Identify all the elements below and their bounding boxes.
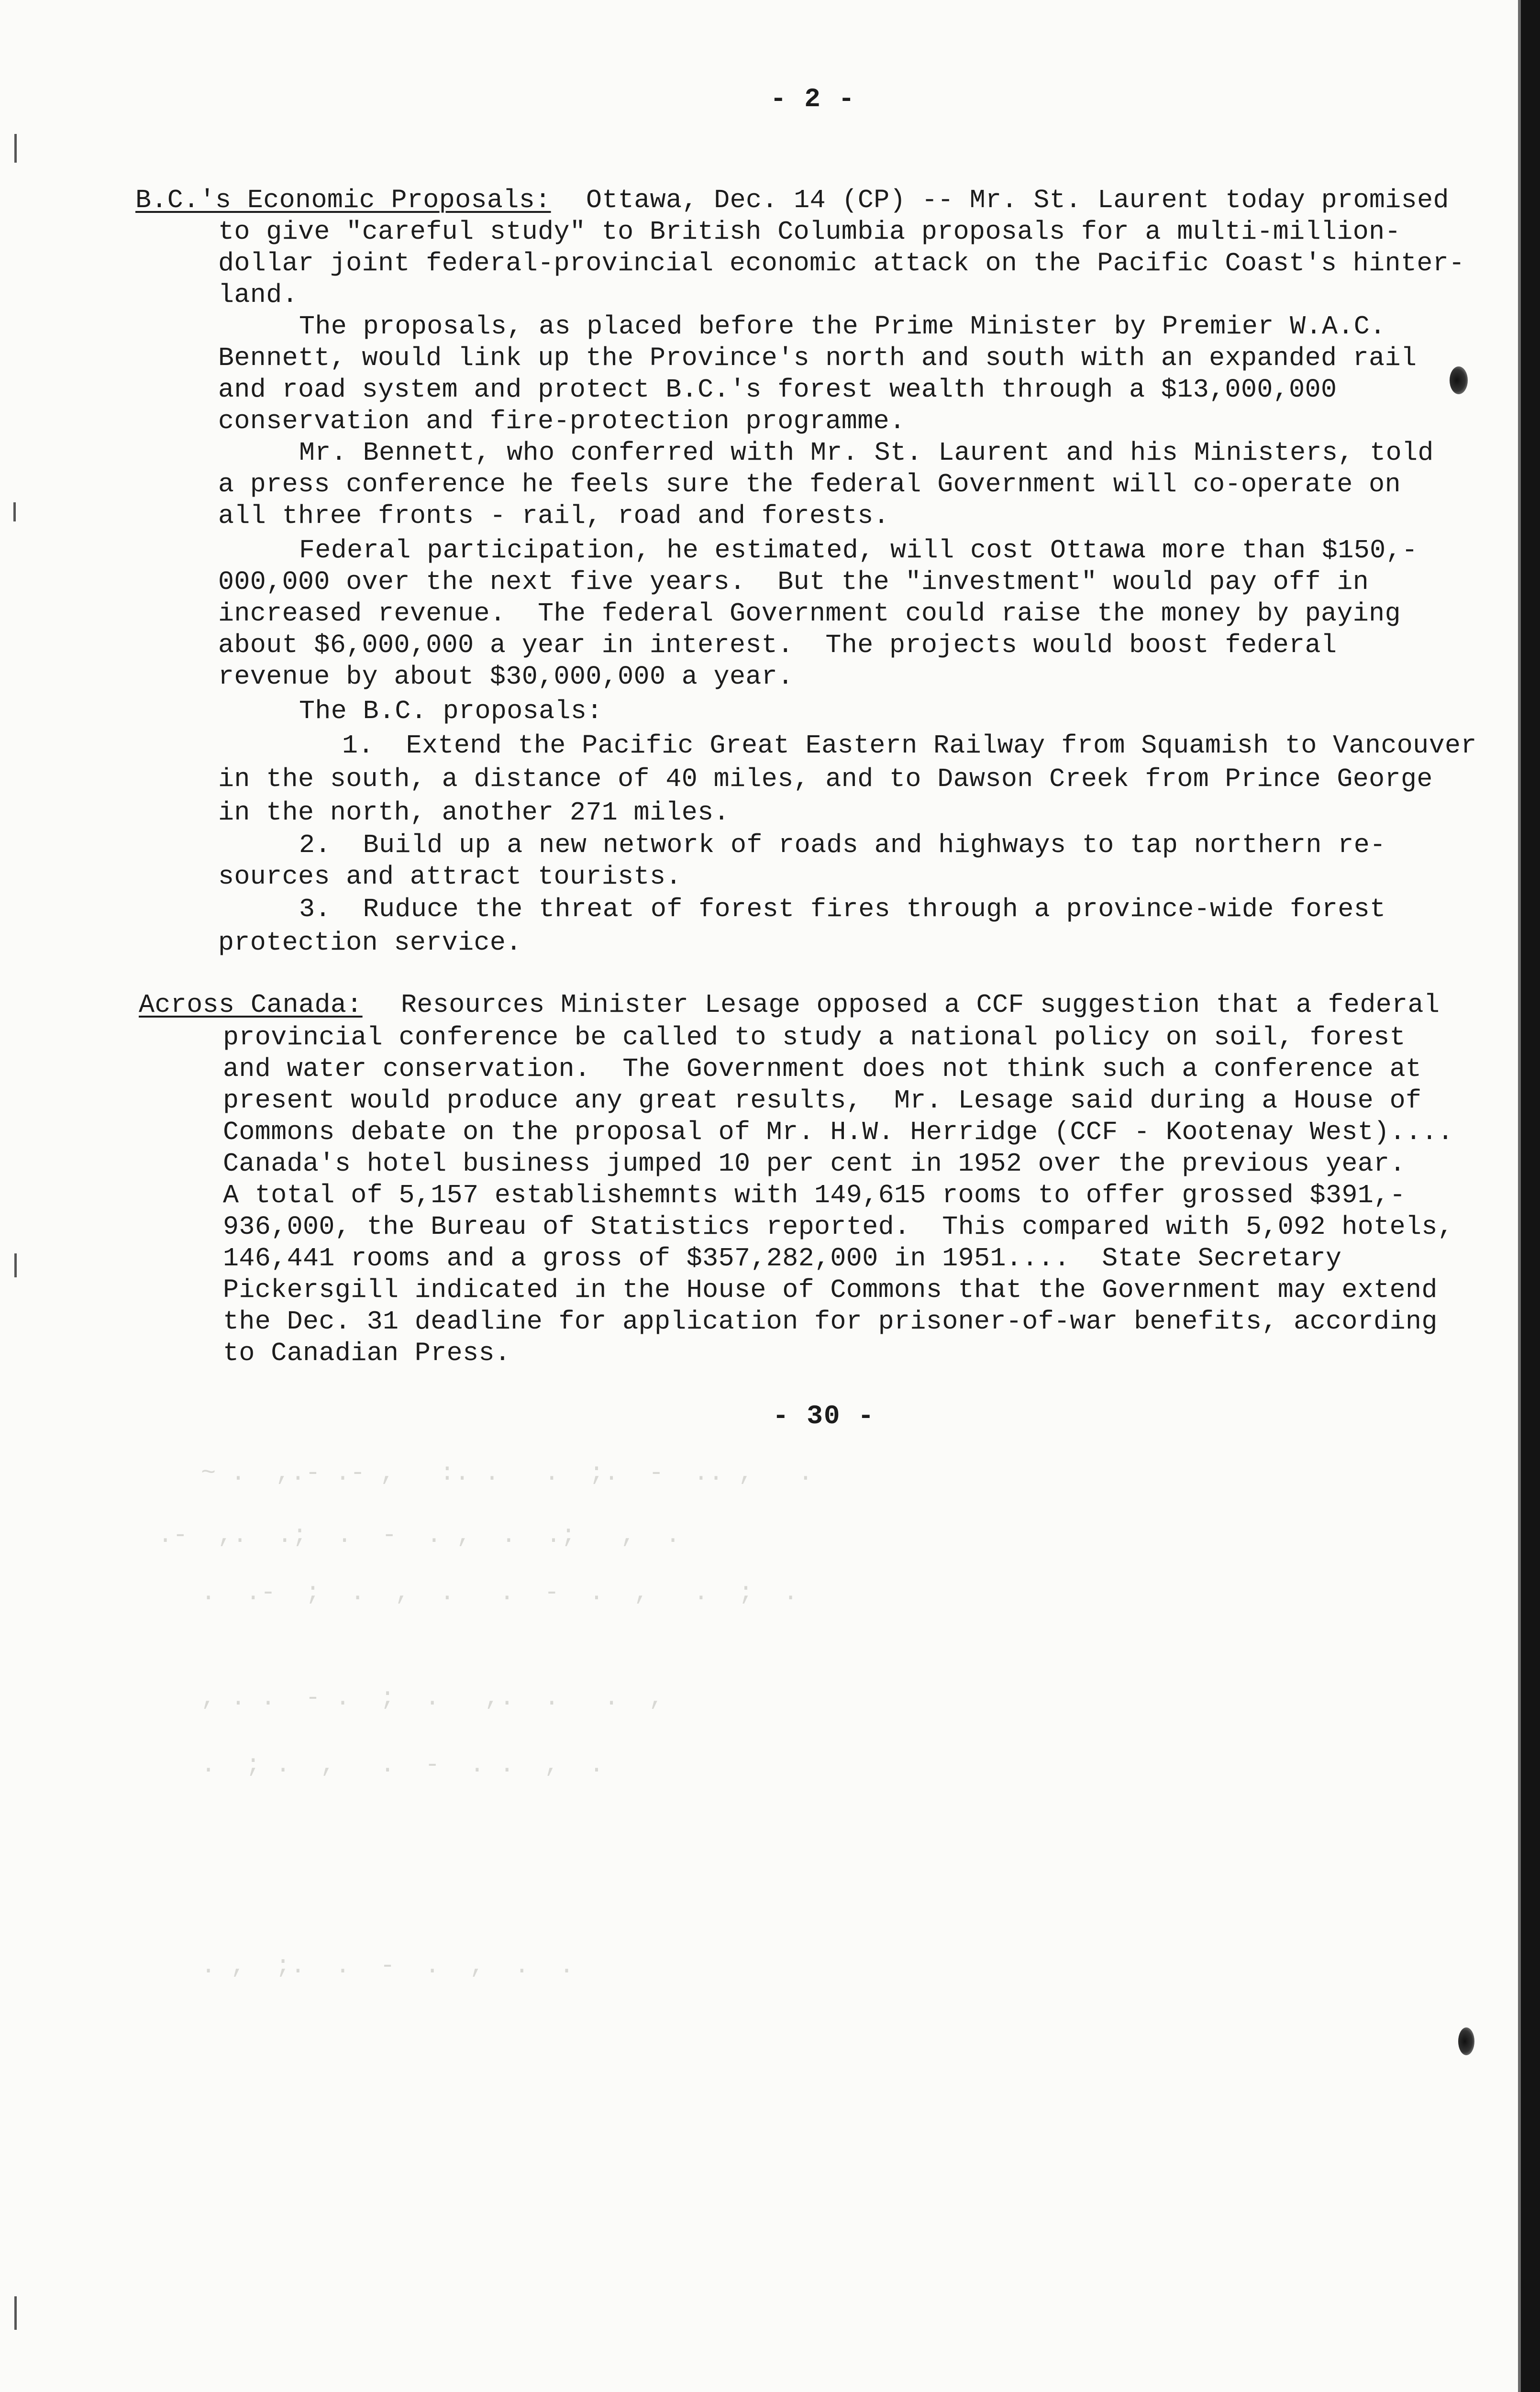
body-line: the Dec. 31 deadline for application for prisoner-of-war benefits, according — [223, 1307, 1438, 1337]
body-line: Mr. Bennett, who conferred with Mr. St. Laurent and his Ministers, told — [299, 438, 1434, 468]
body-line: and road system and protect B.C.'s forest wealth through a $13,000,000 — [218, 375, 1337, 405]
body-line: The proposals, as placed before the Prime Minister by Premier W.A.C. — [299, 311, 1386, 342]
body-line: The B.C. proposals: — [299, 696, 603, 726]
body-line: about $6,000,000 a year in interest. The projects would boost federal — [218, 630, 1337, 660]
section-heading: B.C.'s Economic Proposals: — [135, 185, 551, 215]
section-heading: Across Canada: — [139, 990, 363, 1020]
body-line: conservation and fire-protection programme. — [218, 406, 906, 436]
body-line: Canada's hotel business jumped 10 per cent in 1952 over the previous year. — [223, 1149, 1406, 1179]
body-line: A total of 5,157 establishemnts with 149,615 rooms to offer grossed $391,- — [223, 1180, 1406, 1210]
body-line: 2. Build up a new network of roads and highways to tap northern re- — [299, 830, 1386, 860]
body-line: 936,000, the Bureau of Statistics reported. This compared with 5,092 hotels, — [223, 1212, 1454, 1242]
document-page: - 2 - B.C.'s Economic Proposals: Ottawa, Dec. 14 (CP) -- Mr. St. Laurent today promised to give "careful study" to British Columbia proposals for a multi-million- dollar joint federal-provincial economic attack on the Pacific Coast's hinter- land. The proposals, as placed before the Prime Minister by Premier W.A.C. Bennett, would link up the Province's north and south with an expanded rail and road system and protect B.C.'s forest wealth through a $13,000,000 conservation and fire-protection programme. Mr. Bennett, who conferred with Mr. St. Laurent and his Ministers, told a press conference he feels sure the federal Government will co-operate on all three fronts - rail, road and forests. Federal participation, he estimated, will cost Ottawa more than $150,- 000,000 over the next five years. But the "investment" would pay off in increased revenue. The federal Government could raise the money by paying about $6,000,000 a year in interest. The projects would boost federal revenue by about $30,000,000 a year. The B.C. proposals: 1. Extend the Pacific Great Eastern Railway from Squamish to Vancouver in the south, a distance of 40 miles, and to Dawson Creek from Prince George in the north, another 271 miles. 2. Build up a new network of roads and highways to tap northern re- sources and attract tourists. 3. Ruduce the threat of forest fires through a province-wide forest protection service. Across Canada: Resources Minister Lesage opposed a CCF suggestion that a federal provincial conference be called to study a national policy on soil, forest and water conservation. The Government does not think such a conference at present would produce any great results, Mr. Lesage said during a House of Commons debate on the proposal of Mr. H.W. Herridge (CCF - Kootenay West).... Canada's hotel business jumped 10 per cent in 1952 over the previous year. A total of 5,157 establishemnts with 149,615 rooms to offer grossed $391,- 936,000, the Bureau of Statistics reported. This compared with 5,092 hotels, 146,441 rooms and a gross of $357,282,000 in 1951.... State Secretary Pickersgill indicated in the House of Commons that the Government may extend the Dec. 31 deadline for application for prisoner-of-war benefits, according to Canadian Press. - 30 - ~ . ,.- .- , :. . . ;. - .. , . .- ,. .; . - . , . .; , . . .- ; . , . . - . , . ; . , . . - . ; . ,. . . , . ; . , . - . . , . . , ;. . - . , . . — [0, 0, 1540, 2392]
body-line: 000,000 over the next five years. But the "investment" would pay off in — [218, 567, 1369, 597]
body-line: in the south, a distance of 40 miles, and to Dawson Creek from Prince George — [218, 764, 1433, 794]
scan-margin-mark — [14, 1253, 17, 1277]
scan-edge-right — [1521, 0, 1540, 2392]
body-line: Bennett, would link up the Province's north and south with an expanded rail — [218, 343, 1417, 373]
body-line: land. — [218, 280, 299, 310]
body-line: present would produce any great results, Mr. Lesage said during a House of — [223, 1085, 1422, 1116]
body-line: a press conference he feels sure the federal Government will co-operate on — [218, 469, 1401, 499]
body-line: sources and attract tourists. — [218, 862, 682, 892]
body-line: increased revenue. The federal Government could raise the money by paying — [218, 598, 1401, 629]
body-line: 1. Extend the Pacific Great Eastern Railway from Squamish to Vancouver — [342, 731, 1477, 761]
scan-margin-mark — [13, 502, 16, 521]
punch-hole-icon — [1450, 366, 1468, 394]
body-line: and water conservation. The Government does not think such a conference at — [223, 1054, 1422, 1084]
body-line: in the north, another 271 miles. — [218, 797, 730, 828]
body-line: revenue by about $30,000,000 a year. — [218, 662, 794, 692]
scan-margin-mark — [14, 134, 17, 163]
body-line: all three fronts - rail, road and forests. — [218, 501, 890, 531]
body-line: provincial conference be called to study a national policy on soil, forest — [223, 1022, 1406, 1052]
body-line: protection service. — [218, 928, 522, 958]
page-number-top: - 2 - — [770, 84, 856, 114]
body-line: dollar joint federal-provincial economic attack on the Pacific Coast's hinter- — [218, 248, 1465, 278]
punch-hole-icon — [1458, 2027, 1474, 2055]
body-line: Ottawa, Dec. 14 (CP) -- Mr. St. Laurent today promised — [586, 185, 1449, 215]
body-line: Resources Minister Lesage opposed a CCF suggestion that a federal — [401, 990, 1440, 1020]
body-line: 3. Ruduce the threat of forest fires through a province-wide forest — [299, 894, 1386, 924]
body-line: Federal participation, he estimated, will cost Ottawa more than $150,- — [299, 535, 1418, 565]
body-line: to give "careful study" to British Columbia proposals for a multi-million- — [218, 217, 1401, 247]
scan-margin-mark — [14, 2296, 17, 2330]
body-line: Commons debate on the proposal of Mr. H.W. Herridge (CCF - Kootenay West).... — [223, 1117, 1454, 1147]
page-number-bottom: - 30 - — [773, 1401, 875, 1431]
body-line: to Canadian Press. — [223, 1338, 511, 1368]
body-line: 146,441 rooms and a gross of $357,282,000 in 1951.... State Secretary — [223, 1243, 1342, 1274]
body-line: Pickersgill indicated in the House of Commons that the Government may extend — [223, 1275, 1438, 1305]
